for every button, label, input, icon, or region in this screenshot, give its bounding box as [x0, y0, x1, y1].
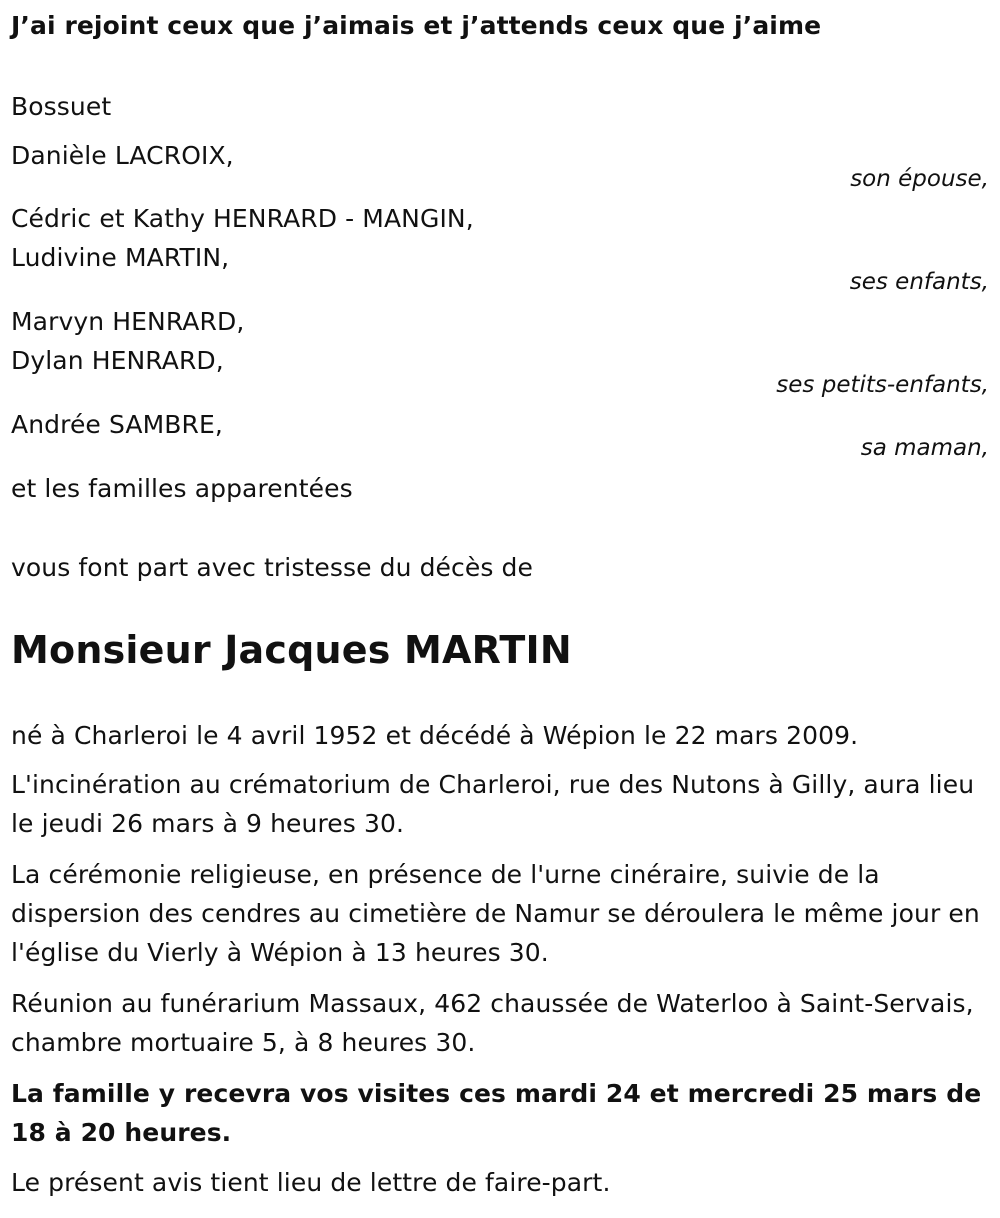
- funeral-home-paragraph: Réunion au funérarium Massaux, 462 chaussée de Waterloo à Saint-Servais, chambre mortuaire 5, à 8 heures 30.: [11, 989, 974, 1057]
- ceremony-paragraph: La cérémonie religieuse, en présence de l'urne cinéraire, suivie de la dispersion des cendres au cimetière de Namur se déroulera le même jour en l'église du Vierly à Wépion à 13 heures 30.: [11, 860, 980, 967]
- grandchild-name: Dylan HENRARD,: [11, 346, 224, 375]
- epitaph: J’ai rejoint ceux que j’aimais et j’attends ceux que j’aime: [11, 11, 822, 40]
- grandchildren-role: ses petits-enfants,: [776, 372, 989, 398]
- children-role: ses enfants,: [849, 269, 989, 295]
- deceased-name: Monsieur Jacques MARTIN: [11, 628, 572, 672]
- visits-paragraph: La famille y recevra vos visites ces mardi 24 et mercredi 25 mars de 18 à 20 heures.: [11, 1079, 982, 1147]
- spouse-name: Danièle LACROIX,: [11, 141, 234, 170]
- notice-line: Le présent avis tient lieu de lettre de faire-part.: [11, 1168, 611, 1197]
- place-name: Bossuet: [11, 92, 112, 121]
- mother-role: sa maman,: [860, 435, 989, 461]
- birth-death-line: né à Charleroi le 4 avril 1952 et décédé à Wépion le 22 mars 2009.: [11, 721, 859, 750]
- relatives-line: et les familles apparentées: [11, 474, 353, 503]
- cremation-paragraph: L'incinération au crématorium de Charleroi, rue des Nutons à Gilly, aura lieu le jeudi 26 mars à 9 heures 30.: [11, 770, 975, 838]
- announcement-line: vous font part avec tristesse du décès de: [11, 553, 533, 582]
- mother-name: Andrée SAMBRE,: [11, 410, 223, 439]
- grandchild-name: Marvyn HENRARD,: [11, 307, 245, 336]
- child-name: Ludivine MARTIN,: [11, 243, 230, 272]
- child-name: Cédric et Kathy HENRARD - MANGIN,: [11, 204, 474, 233]
- spouse-role: son épouse,: [850, 166, 989, 192]
